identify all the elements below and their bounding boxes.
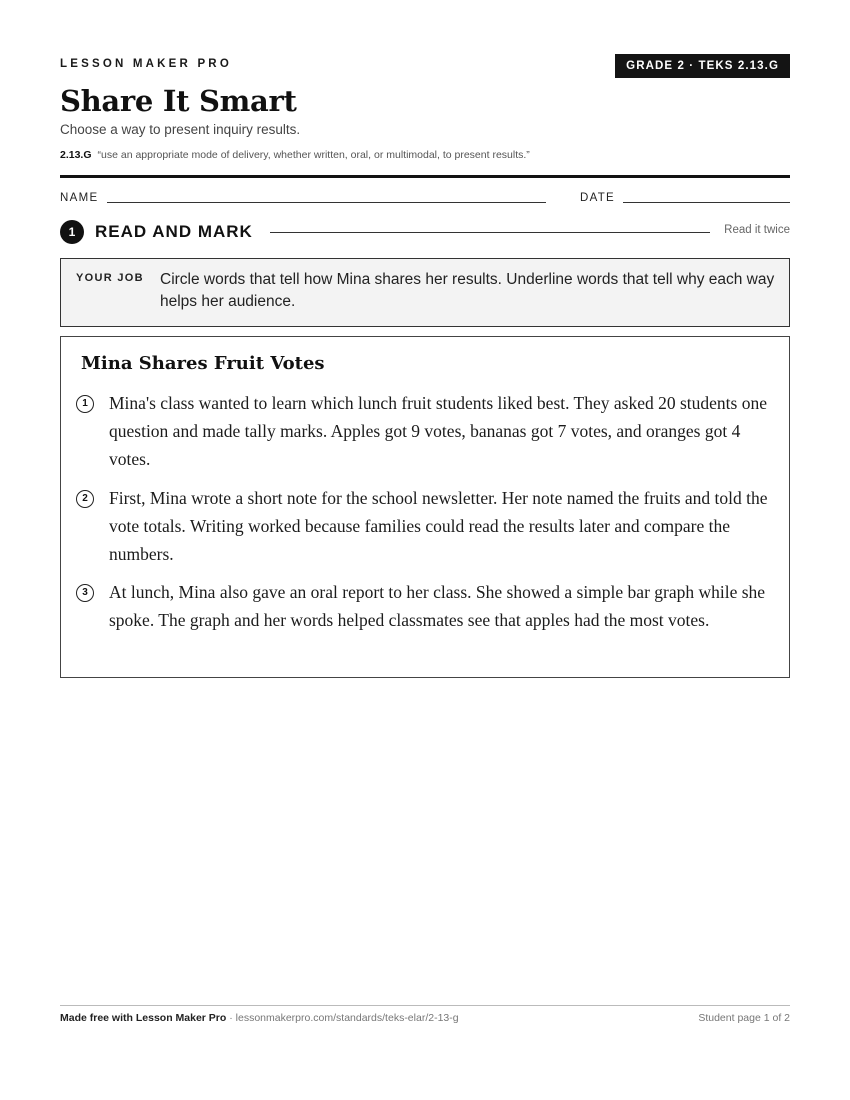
date-field[interactable] xyxy=(623,202,790,203)
footer-page-number: Student page 1 of 2 xyxy=(698,1012,790,1024)
date-label: DATE xyxy=(580,192,616,204)
brand-name: LESSON MAKER PRO xyxy=(60,58,232,70)
worksheet-page xyxy=(60,0,790,1100)
paragraph-text: At lunch, Mina also gave an oral report to her class. She showed a simple bar graph while she spoke. The graph and her words helped classmates see that apples had the most votes. xyxy=(109,582,766,630)
header-divider xyxy=(60,175,790,178)
paragraph-text: First, Mina wrote a short note for the school newsletter. Her note named the fruits and told the vote totals. Writing worked because families could read the results later and compare the numbers. xyxy=(109,488,768,564)
paragraph-text: Mina's class wanted to learn which lunch fruit students liked best. They asked 20 students one question and made tally marks. Apples got 9 votes, bananas got 7 votes, and oranges got 4 votes. xyxy=(109,393,767,469)
section-header xyxy=(60,220,790,244)
section-divider xyxy=(270,232,710,233)
section-title: READ AND MARK xyxy=(95,222,253,241)
page-subtitle: Choose a way to present inquiry results. xyxy=(60,122,301,137)
footer-credit xyxy=(60,1012,459,1024)
name-field[interactable] xyxy=(107,202,546,203)
name-label: NAME xyxy=(60,192,99,204)
your-job-instructions: Circle words that tell how Mina shares her results. Underline words that tell why each way helps her audience. xyxy=(160,271,775,310)
your-job-label: YOUR JOB xyxy=(76,272,144,284)
page-title: Share It Smart xyxy=(60,84,297,118)
grade-badge: GRADE 2 · TEKS 2.13.G xyxy=(615,54,790,78)
section-number-badge: 1 xyxy=(60,220,84,244)
section-note: Read it twice xyxy=(724,224,790,236)
footer-separator: · xyxy=(226,1012,236,1024)
footer-made-with: Made free with Lesson Maker Pro xyxy=(60,1012,227,1024)
paragraph-number-badge: 2 xyxy=(76,490,94,508)
paragraph-number-badge: 3 xyxy=(76,584,94,602)
standard-code: 2.13.G xyxy=(60,149,92,161)
story-title: Mina Shares Fruit Votes xyxy=(81,353,325,374)
name-date-row xyxy=(60,192,790,206)
footer-url-link[interactable]: lessonmakerpro.com/standards/teks-elar/2-13-g xyxy=(235,1012,459,1024)
story-passage-box xyxy=(60,336,790,678)
standard-quote: “use an appropriate mode of delivery, whether written, oral, or multimodal, to present results.” xyxy=(97,149,530,161)
standard-line xyxy=(60,149,530,161)
your-job-box xyxy=(60,258,790,327)
paragraph-number-badge: 1 xyxy=(76,395,94,413)
footer-divider xyxy=(60,1005,790,1006)
